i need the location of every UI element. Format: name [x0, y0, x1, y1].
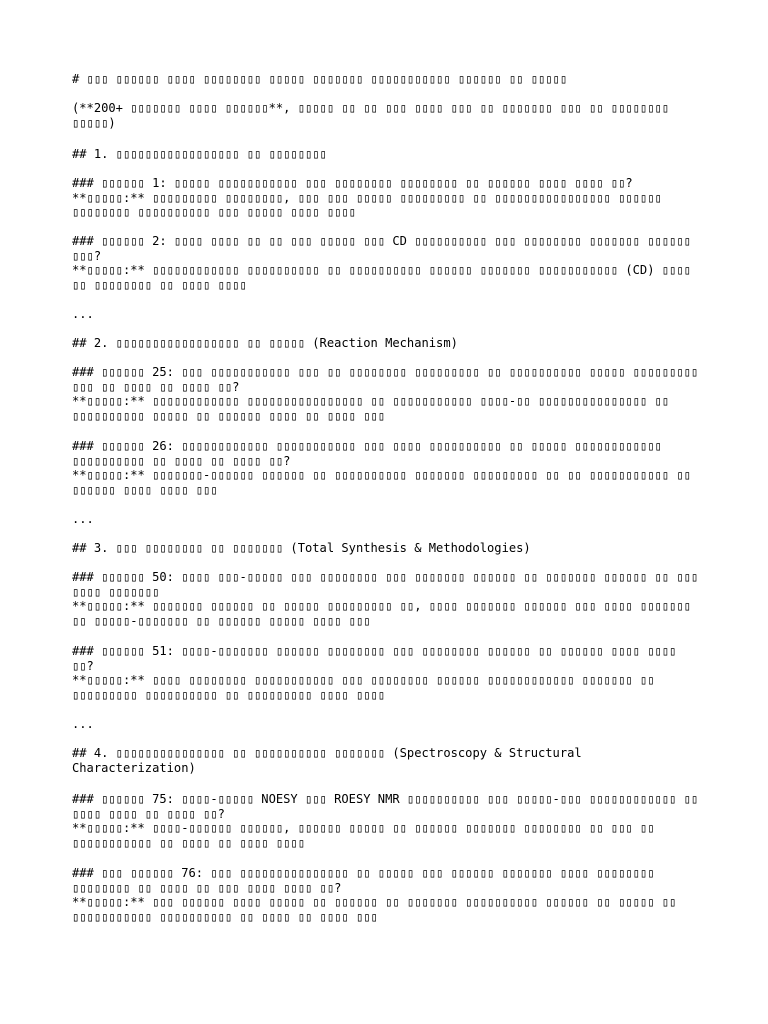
document-line: ### ▯▯▯▯▯▯ 1: ▯▯▯▯▯ ▯▯▯▯▯▯▯▯▯▯▯ ▯▯▯ ▯▯▯▯▯▯▯▯ ▯▯▯▯▯▯▯▯ ▯▯ ▯▯▯▯▯▯ ▯▯▯▯ ▯▯▯▯ ▯▯? **▯▯▯▯▯:** ▯▯▯▯▯▯▯▯▯ ▯▯▯▯▯▯▯▯, ▯▯▯ ▯▯▯ ▯▯▯▯▯ ▯▯▯▯▯▯▯▯▯ ▯▯ ▯▯▯▯▯▯▯▯▯▯▯▯▯▯▯▯ ▯▯▯▯▯▯ ▯▯▯▯▯▯▯▯ ▯▯▯▯▯▯▯▯▯▯ ▯▯▯ ▯▯▯▯▯ ▯▯▯▯ ▯▯▯▯: [72, 176, 662, 220]
document-line: ## 1. ▯▯▯▯▯▯▯▯▯▯▯▯▯▯▯▯▯ ▯▯ ▯▯▯▯▯▯▯▯: [72, 147, 327, 161]
document-line: ## 2. ▯▯▯▯▯▯▯▯▯▯▯▯▯▯▯▯▯ ▯▯ ▯▯▯▯▯ (Reaction Mechanism): [72, 336, 458, 350]
document-line: ...: [72, 512, 94, 526]
document-line: ### ▯▯▯▯▯▯ 50: ▯▯▯▯ ▯▯▯-▯▯▯▯▯ ▯▯▯ ▯▯▯▯▯▯▯▯ ▯▯▯ ▯▯▯▯▯▯▯ ▯▯▯▯▯▯ ▯▯ ▯▯▯▯▯▯▯ ▯▯▯▯▯▯ ▯▯ ▯▯▯ ▯▯▯▯ ▯▯▯▯▯▯▯ **▯▯▯▯▯:** ▯▯▯▯▯▯▯ ▯▯▯▯▯▯ ▯▯ ▯▯▯▯▯ ▯▯▯▯▯▯▯▯▯ ▯▯, ▯▯▯▯ ▯▯▯▯▯▯▯ ▯▯▯▯▯▯ ▯▯▯ ▯▯▯▯ ▯▯▯▯▯▯▯ ▯▯ ▯▯▯▯▯-▯▯▯▯▯▯▯ ▯▯ ▯▯▯▯▯▯ ▯▯▯▯▯ ▯▯▯▯ ▯▯▯: [72, 570, 699, 628]
document-line: ...: [72, 307, 94, 321]
document-line: ### ▯▯▯ ▯▯▯▯▯▯ 76: ▯▯▯ ▯▯▯▯▯▯▯▯▯▯▯▯▯▯▯ ▯▯ ▯▯▯▯▯ ▯▯▯ ▯▯▯▯▯▯ ▯▯▯▯▯▯▯ ▯▯▯▯ ▯▯▯▯▯▯▯▯ ▯▯▯▯▯▯▯▯ ▯▯ ▯▯▯▯ ▯▯ ▯▯▯ ▯▯▯▯ ▯▯▯▯ ▯▯? **▯▯▯▯▯:** ▯▯▯ ▯▯▯▯▯▯ ▯▯▯▯ ▯▯▯▯▯ ▯▯ ▯▯▯▯▯▯ ▯▯ ▯▯▯▯▯▯▯ ▯▯▯▯▯▯▯▯▯▯ ▯▯▯▯▯▯ ▯▯ ▯▯▯▯▯ ▯▯ ▯▯▯▯▯▯▯▯▯▯▯ ▯▯▯▯▯▯▯▯▯▯ ▯▯ ▯▯▯▯ ▯▯ ▯▯▯▯ ▯▯▯: [72, 866, 677, 924]
document-line: # ▯▯▯ ▯▯▯▯▯▯ ▯▯▯▯ ▯▯▯▯▯▯▯▯ ▯▯▯▯▯ ▯▯▯▯▯▯▯ ▯▯▯▯▯▯▯▯▯▯▯ ▯▯▯▯▯▯ ▯▯ ▯▯▯▯▯: [72, 72, 568, 86]
document-line: ## 4. ▯▯▯▯▯▯▯▯▯▯▯▯▯▯▯ ▯▯ ▯▯▯▯▯▯▯▯▯▯ ▯▯▯▯▯▯▯ (Spectroscopy & Structural Characterization): [72, 746, 589, 775]
document-line: ### ▯▯▯▯▯▯ 51: ▯▯▯▯-▯▯▯▯▯▯▯ ▯▯▯▯▯▯ ▯▯▯▯▯▯▯▯ ▯▯▯ ▯▯▯▯▯▯▯▯ ▯▯▯▯▯▯ ▯▯ ▯▯▯▯▯▯ ▯▯▯▯ ▯▯▯▯ ▯▯? **▯▯▯▯▯:** ▯▯▯▯ ▯▯▯▯▯▯▯▯ ▯▯▯▯▯▯▯▯▯▯▯ ▯▯▯ ▯▯▯▯▯▯▯▯ ▯▯▯▯▯▯ ▯▯▯▯▯▯▯▯▯▯▯▯ ▯▯▯▯▯▯▯ ▯▯ ▯▯▯▯▯▯▯▯▯ ▯▯▯▯▯▯▯▯▯▯ ▯▯ ▯▯▯▯▯▯▯▯▯ ▯▯▯▯ ▯▯▯▯: [72, 644, 677, 702]
document-line: ### ▯▯▯▯▯▯ 75: ▯▯▯▯-▯▯▯▯▯ NOESY ▯▯▯ ROESY NMR ▯▯▯▯▯▯▯▯▯▯ ▯▯▯ ▯▯▯▯▯-▯▯▯ ▯▯▯▯▯▯▯▯▯▯▯▯ ▯▯ ▯▯▯▯ ▯▯▯▯ ▯▯ ▯▯▯▯ ▯▯? **▯▯▯▯▯:** ▯▯▯▯-▯▯▯▯▯▯ ▯▯▯▯▯▯, ▯▯▯▯▯▯ ▯▯▯▯▯ ▯▯ ▯▯▯▯▯▯ ▯▯▯▯▯▯▯ ▯▯▯▯▯▯▯▯ ▯▯ ▯▯▯ ▯▯ ▯▯▯▯▯▯▯▯▯▯▯ ▯▯ ▯▯▯▯ ▯▯ ▯▯▯▯ ▯▯▯▯: [72, 792, 699, 850]
document-line: ### ▯▯▯▯▯▯ 25: ▯▯▯ ▯▯▯▯▯▯▯▯▯▯▯ ▯▯▯ ▯▯ ▯▯▯▯▯▯▯▯ ▯▯▯▯▯▯▯▯▯ ▯▯ ▯▯▯▯▯▯▯▯▯▯ ▯▯▯▯▯ ▯▯▯▯▯▯▯▯▯ ▯▯▯ ▯▯ ▯▯▯▯ ▯▯ ▯▯▯▯ ▯▯? **▯▯▯▯▯:** ▯▯▯▯▯▯▯▯▯▯▯▯ ▯▯▯▯▯▯▯▯▯▯▯▯▯▯▯▯ ▯▯ ▯▯▯▯▯▯▯▯▯▯▯ ▯▯▯▯-▯▯ ▯▯▯▯▯▯▯▯▯▯▯▯▯▯▯ ▯▯ ▯▯▯▯▯▯▯▯▯▯ ▯▯▯▯▯ ▯▯ ▯▯▯▯▯▯ ▯▯▯▯ ▯▯ ▯▯▯▯ ▯▯▯: [72, 365, 699, 423]
document-line: ### ▯▯▯▯▯▯ 26: ▯▯▯▯▯▯▯▯▯▯▯▯ ▯▯▯▯▯▯▯▯▯▯▯ ▯▯▯ ▯▯▯▯ ▯▯▯▯▯▯▯▯▯▯ ▯▯ ▯▯▯▯▯ ▯▯▯▯▯▯▯▯▯▯▯▯ ▯▯▯▯▯▯▯▯▯▯ ▯▯ ▯▯▯▯ ▯▯ ▯▯▯▯ ▯▯? **▯▯▯▯▯:** ▯▯▯▯▯▯▯-▯▯▯▯▯▯ ▯▯▯▯▯▯ ▯▯ ▯▯▯▯▯▯▯▯▯▯ ▯▯▯▯▯▯▯ ▯▯▯▯▯▯▯▯▯ ▯▯ ▯▯ ▯▯▯▯▯▯▯▯▯▯▯ ▯▯ ▯▯▯▯▯▯ ▯▯▯▯ ▯▯▯▯ ▯▯▯: [72, 439, 691, 497]
document-line: ...: [72, 717, 94, 731]
document-line: (**200+ ▯▯▯▯▯▯▯ ▯▯▯▯ ▯▯▯▯▯▯**, ▯▯▯▯▯ ▯▯ ▯▯ ▯▯▯ ▯▯▯▯ ▯▯▯ ▯▯ ▯▯▯▯▯▯▯ ▯▯▯ ▯▯ ▯▯▯▯▯▯▯▯ ▯▯▯▯▯): [72, 101, 677, 130]
document-page: [72, 72, 700, 924]
document-line: ### ▯▯▯▯▯▯ 2: ▯▯▯▯ ▯▯▯▯ ▯▯ ▯▯ ▯▯▯ ▯▯▯▯▯ ▯▯▯ CD ▯▯▯▯▯▯▯▯▯▯ ▯▯▯ ▯▯▯▯▯▯▯▯ ▯▯▯▯▯▯▯ ▯▯▯▯▯▯ ▯▯▯? **▯▯▯▯▯:** ▯▯▯▯▯▯▯▯▯▯▯▯ ▯▯▯▯▯▯▯▯▯▯ ▯▯ ▯▯▯▯▯▯▯▯▯▯ ▯▯▯▯▯▯ ▯▯▯▯▯▯▯ ▯▯▯▯▯▯▯▯▯▯▯ (CD) ▯▯▯▯ ▯▯ ▯▯▯▯▯▯▯▯ ▯▯ ▯▯▯▯ ▯▯▯▯: [72, 234, 691, 292]
document-line: ## 3. ▯▯▯ ▯▯▯▯▯▯▯▯ ▯▯ ▯▯▯▯▯▯▯ (Total Synthesis & Methodologies): [72, 541, 531, 555]
